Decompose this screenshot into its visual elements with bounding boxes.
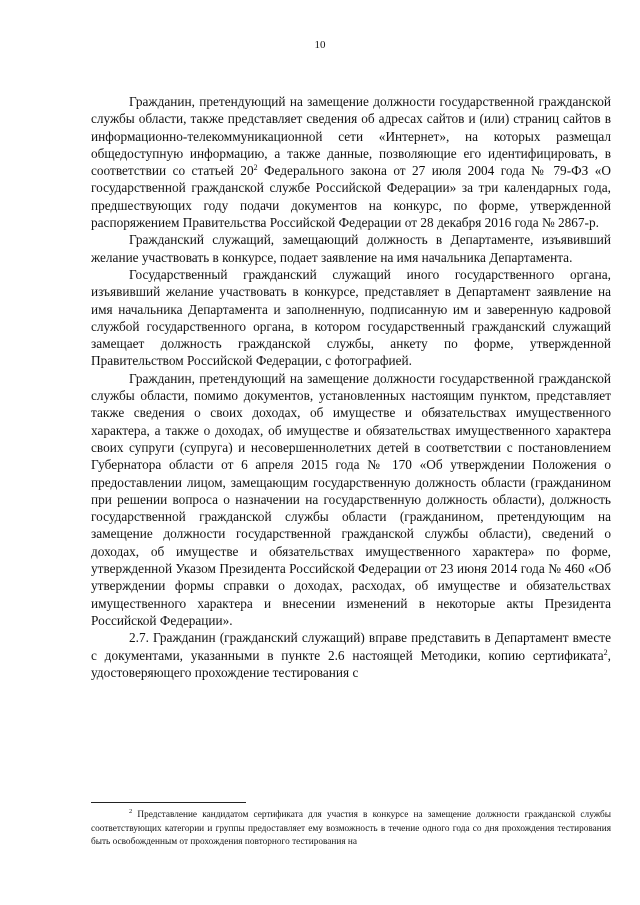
paragraph-income-declaration — [91, 370, 611, 629]
body-text — [91, 93, 611, 681]
page-number: 10 — [314, 39, 326, 51]
footnote-marker: 2 — [129, 808, 133, 815]
paragraph-text: Гражданин, претендующий на замещение должности государственной гражданской службы области, также представляет сведения об адресах сайтов и (или) страниц сайтов в информационно-телекоммуникационной сети «Интернет», на которых размещал общедоступную информацию, а также данные, позволяющие его идентифицировать, в соответствии со статьей 20 — [91, 94, 611, 179]
footnote-paragraph — [91, 809, 611, 850]
paragraph-text: Гражданский служащий, замещающий должность в Департаменте, изъявивший желание участвовать в конкурсе, подает заявление на имя начальника Департамента. — [91, 232, 611, 265]
paragraph-text: 2.7. Гражданин (гражданский служащий) вправе представить в Департамент вместе с документами, указанными в пункте 2.6 настоящей Методики, копию сертификата — [91, 630, 611, 663]
paragraph-text: Государственный гражданский служащий иного государственного органа, изъявивший желание участвовать в конкурсе, представляет в Департамент заявление на имя начальника Департамента и заполненную, подписанную им и заверенную кадровой службой государственного органа, в котором государственный гражданский служащий замещает должность гражданской службы, анкету по форме, утвержденной Правительством Российской Федерации, с фотографией. — [91, 266, 611, 369]
paragraph-text-continued: Федерального закона от 27 июля 2004 года № 79-ФЗ «О государственной гражданской службе Российской Федерации» за три календарных года, предшествующих году подачи документов на конкурс, по форме, утвержденной распоряжением Правительства Российской Федерации от 28 декабря 2016 года № 2867-р. — [91, 163, 611, 231]
footnote-reference: 2 — [603, 647, 608, 657]
footnote-text: Представление кандидатом сертификата для участия в конкурсе на замещение должности гражданской службы соответствующих категории и группы предоставляет ему возможность в течение одного года со дня прохождения тестирования быть освобожденным от прохождения повторного тестирования на — [91, 810, 611, 847]
paragraph-other-agency-employee — [91, 266, 611, 370]
paragraph-website-info — [91, 93, 611, 231]
footnote — [91, 809, 611, 850]
article-superscript: 2 — [253, 163, 258, 173]
paragraph-department-employee — [91, 231, 611, 266]
paragraph-section-2-7 — [91, 629, 611, 681]
footnote-divider — [91, 802, 246, 803]
paragraph-text: Гражданин, претендующий на замещение должности государственной гражданской службы области, помимо документов, установленных настоящим пунктом, представляет также сведения о своих доходах, об имуществе и обязательствах имущественного характера, а также о доходах, об имуществе и обязательствах имущественного характера своих супруги (супруга) и несовершеннолетних детей в соответствии с постановлением Губернатора области от 6 апреля 2015 года № 170 «Об утверждении Положения о предоставлении лицом, замещающим государственную должность области (гражданином при решении вопроса о назначении на государственную должность области), должность государственной гражданской службы области (гражданином, претендующим на замещение должности государственной гражданской службы области), сведений о доходах, об имуществе и обязательствах имущественного характера» по форме, утвержденной Указом Президента Российской Федерации от 23 июня 2014 года № 460 «Об утверждении формы справки о доходах, расходах, об имуществе и обязательствах имущественного характера и внесении изменений в некоторые акты Президента Российской Федерации». — [91, 370, 611, 628]
paragraph-text-continued: , удостоверяющего прохождение тестирования с — [91, 647, 611, 680]
